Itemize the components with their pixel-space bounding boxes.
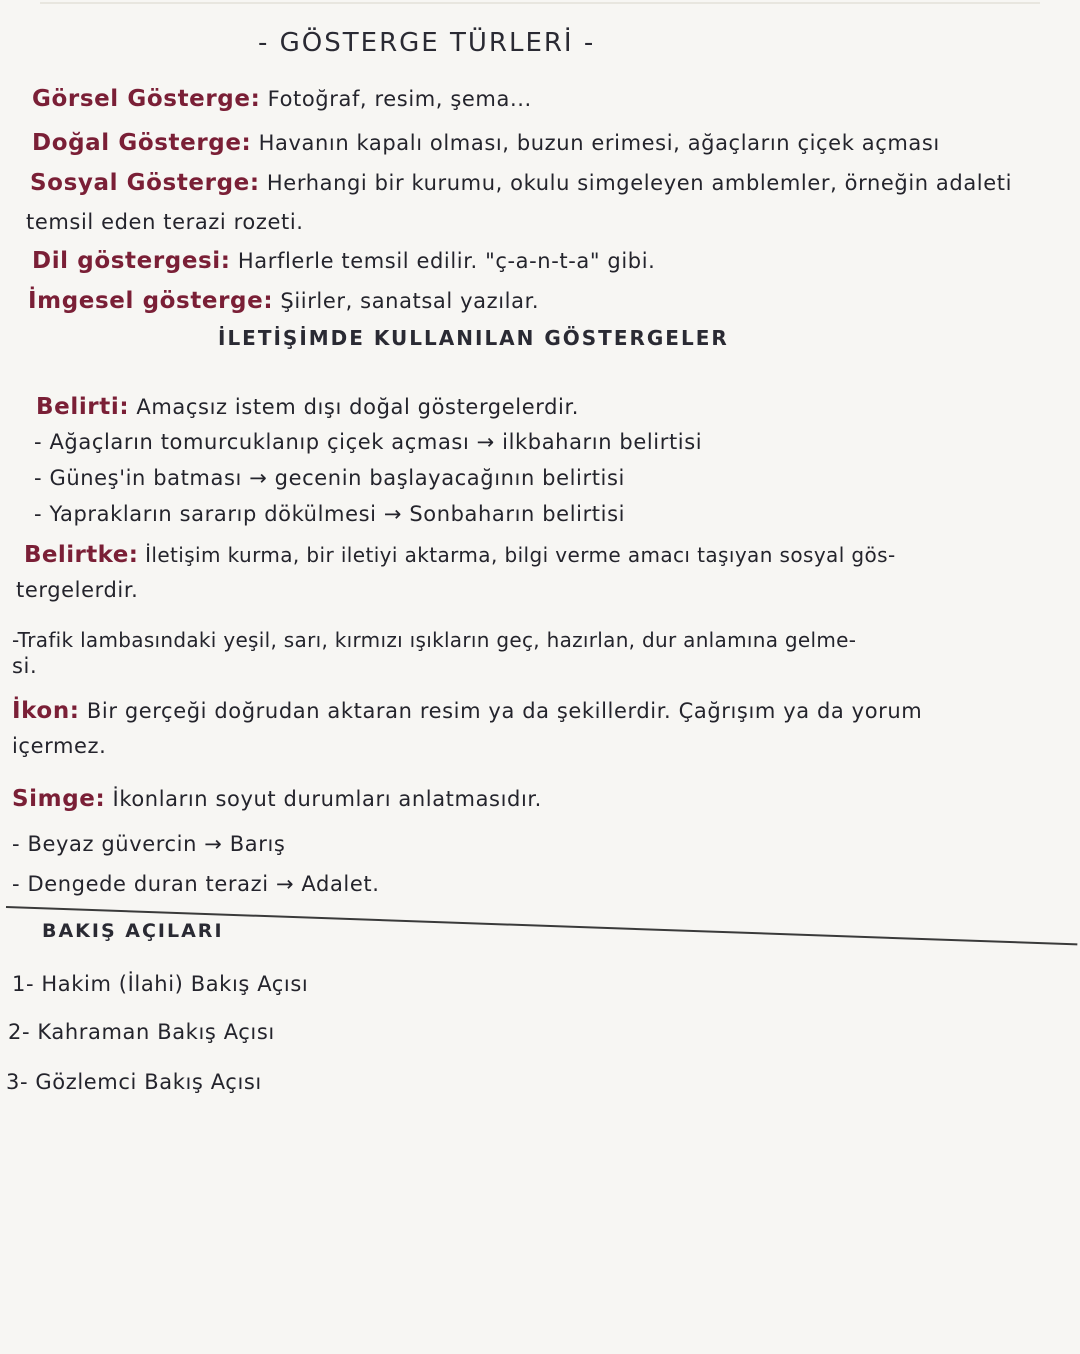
list-item: - Güneş'in batması → gecenin başlayacağının belirtisi <box>34 466 625 490</box>
def-belirti: Amaçsız istem dışı doğal göstergelerdir. <box>129 395 580 419</box>
term-gorsel: Görsel Gösterge: <box>32 86 261 112</box>
term-sosyal: Sosyal Gösterge: <box>30 170 260 196</box>
def-belirtke: İletişim kurma, bir iletiyi aktarma, bilgi verme amacı taşıyan sosyal gös- <box>138 543 896 567</box>
paper-edge <box>40 2 1040 4</box>
ikon-definition-cont: içermez. <box>12 734 107 758</box>
page-title: - GÖSTERGE TÜRLERİ - <box>258 28 596 58</box>
list-item: - Beyaz güvercin → Barış <box>12 832 286 856</box>
list-item: 2- Kahraman Bakış Açısı <box>8 1020 275 1044</box>
belirtke-example: -Trafik lambasındaki yeşil, sarı, kırmızı ışıkların geç, hazırlan, dur anlamına gelme- <box>12 628 857 652</box>
sign-type-sosyal <box>30 170 1012 196</box>
term-belirtke: Belirtke: <box>24 542 139 568</box>
def-dogal: Havanın kapalı olması, buzun erimesi, ağaçların çiçek açması <box>251 131 940 155</box>
belirtke-example-cont: si. <box>12 654 38 678</box>
list-item: - Dengede duran terazi → Adalet. <box>12 872 380 896</box>
list-item: - Ağaçların tomurcuklanıp çiçek açması → ilkbaharın belirtisi <box>34 430 703 454</box>
term-dogal: Doğal Gösterge: <box>32 130 252 156</box>
def-dil: Harflerle temsil edilir. "ç-a-n-t-a" gibi. <box>230 249 656 273</box>
def-imgesel: Şiirler, sanatsal yazılar. <box>273 289 540 313</box>
sign-type-imgesel <box>28 288 539 314</box>
term-ikon: İkon: <box>12 698 80 724</box>
ikon-definition <box>12 698 922 724</box>
viewpoints-heading: BAKIŞ AÇILARI <box>42 920 224 942</box>
term-simge: Simge: <box>12 786 106 812</box>
sign-type-sosyal-cont <box>26 210 304 234</box>
belirti-definition <box>36 394 579 420</box>
list-item: - Yaprakların sararıp dökülmesi → Sonbaharın belirtisi <box>34 502 626 526</box>
sign-type-dogal <box>32 130 940 156</box>
section-heading: İLETİŞİMDE KULLANILAN GÖSTERGELER <box>218 326 729 350</box>
belirtke-definition-cont: tergelerdir. <box>16 578 139 602</box>
list-item: 3- Gözlemci Bakış Açısı <box>6 1070 262 1094</box>
term-dil: Dil göstergesi: <box>32 248 231 274</box>
def-sosyal: Herhangi bir kurumu, okulu simgeleyen amblemler, örneğin adaleti <box>259 171 1013 195</box>
simge-definition <box>12 786 542 812</box>
list-item: 1- Hakim (İlahi) Bakış Açısı <box>12 972 309 996</box>
def-ikon: Bir gerçeği doğrudan aktaran resim ya da şekillerdir. Çağrışım ya da yorum <box>79 699 923 723</box>
sign-type-gorsel <box>32 86 532 112</box>
def-gorsel: Fotoğraf, resim, şema... <box>260 87 532 111</box>
sign-type-dil <box>32 248 655 274</box>
belirtke-definition <box>24 542 896 568</box>
term-belirti: Belirti: <box>36 394 130 420</box>
term-imgesel: İmgesel gösterge: <box>28 288 274 314</box>
def-sosyal-cont: temsil eden terazi rozeti. <box>26 210 304 234</box>
def-simge: İkonların soyut durumları anlatmasıdır. <box>105 787 542 811</box>
